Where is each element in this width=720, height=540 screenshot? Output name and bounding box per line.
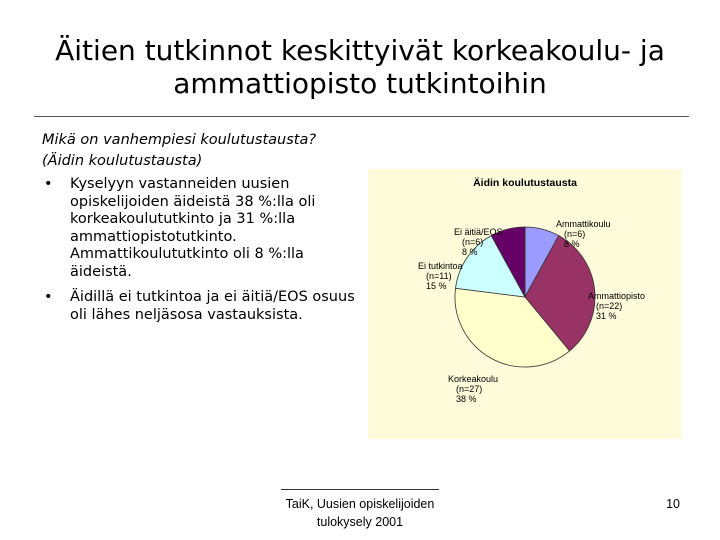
bullet-dot-icon: •: [44, 289, 53, 305]
slice-label-5: Ei äitiä/EOS (n=6) 8 %: [454, 227, 503, 257]
subquestion-text: (Äidin koulutustausta): [42, 153, 203, 169]
slice-label-2: Ammattiopisto (n=22) 31 %: [588, 291, 646, 321]
footer-source: TaiK, Uusien opiskelijoiden tulokysely 2001: [285, 497, 435, 529]
bullet-item-2: [42, 289, 362, 324]
bullet-dot-icon: •: [44, 176, 53, 192]
footer-divider: [281, 489, 439, 490]
slice-label-4: Ei tutkintoa (n=11) 15 %: [418, 261, 463, 291]
slice-label-1: Ammattikoulu (n=6) 8 %: [556, 219, 611, 249]
page-number: 10: [666, 497, 680, 511]
pie-chart: [368, 169, 682, 439]
bullet-text-1: Kyselyyn vastanneiden uusien opiskelijoiden äideistä 38 %:lla oli korkeakoulututkinto ja 31 %:lla ammattiopistotutkinto. Ammattikoulututkinto oli 8 %:lla äideistä.: [70, 176, 316, 280]
bullet-list: [42, 176, 362, 332]
bullet-text-2: Äidillä ei tutkintoa ja ei äitiä/EOS osuus oli lähes neljäsosa vastauksista.: [70, 289, 355, 323]
question-text: Mikä on vanhempiesi koulutustausta?: [42, 132, 317, 148]
pie-chart-panel: [368, 169, 682, 439]
bullet-item-1: [42, 176, 362, 281]
slide-title: Äitien tutkinnot keskittyivät korkeakoulu- ja ammattiopisto tutkintoihin: [55, 34, 665, 100]
title-divider: [34, 116, 689, 117]
slice-label-3: Korkeakoulu (n=27) 38 %: [448, 374, 499, 404]
chart-title: Äidin koulutustausta: [473, 177, 577, 189]
